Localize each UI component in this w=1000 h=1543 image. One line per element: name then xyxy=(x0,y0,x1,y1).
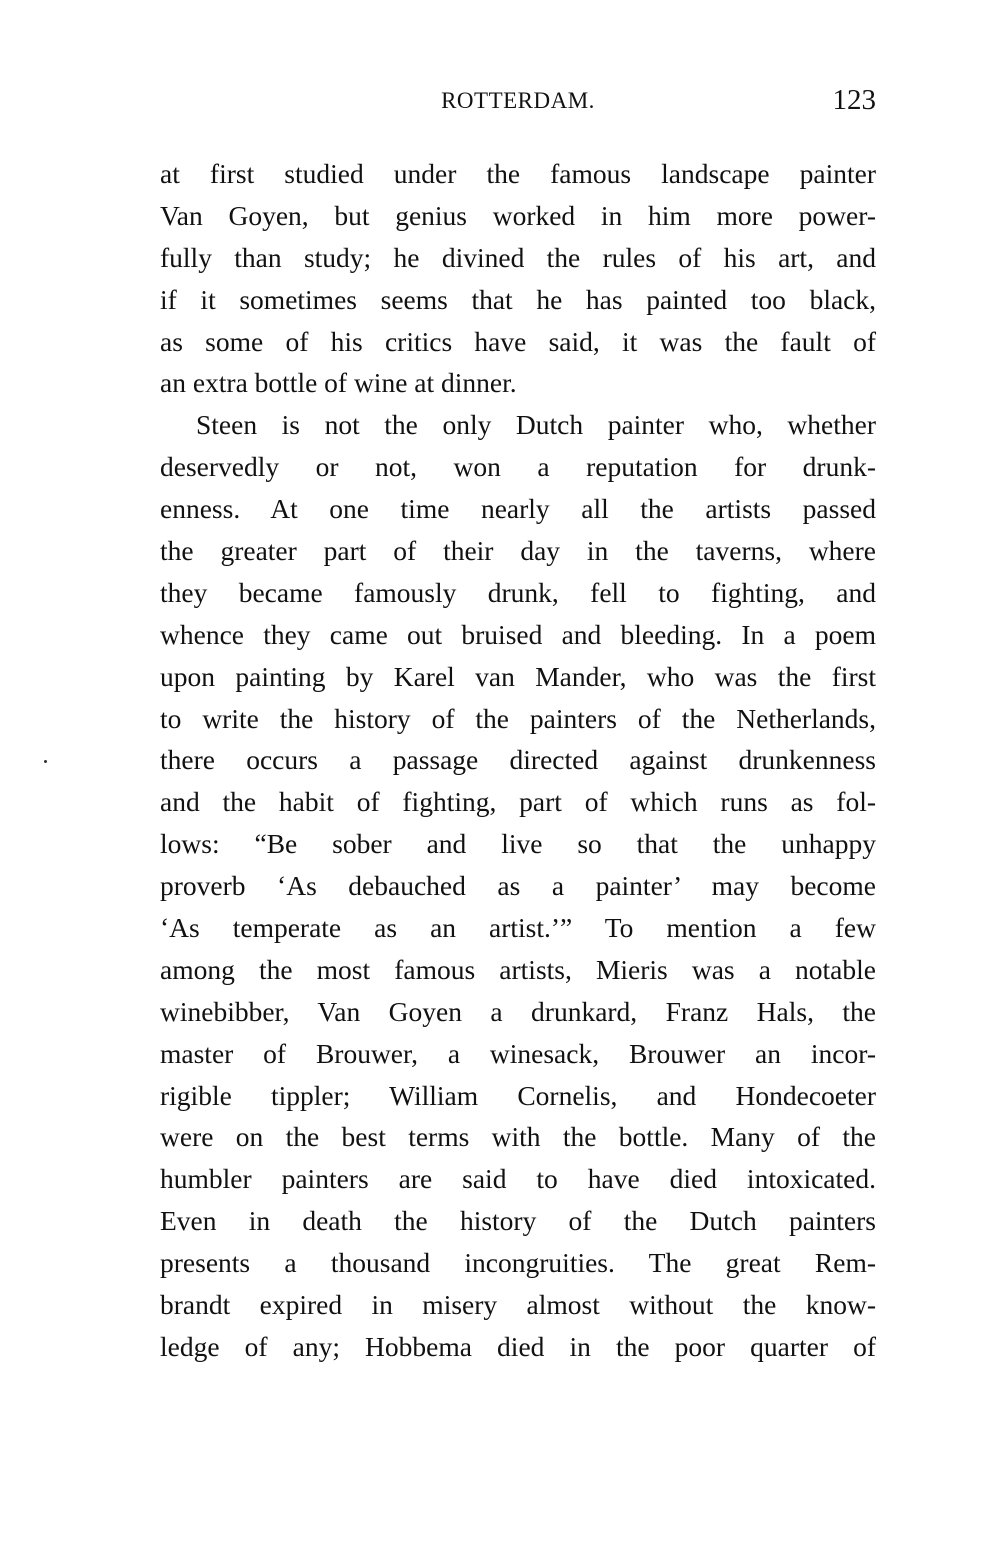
text-line: among the most famous artists, Mieris was a notable xyxy=(160,953,876,985)
paragraph xyxy=(160,404,876,1367)
text-line: proverb ‘As debauched as a painter’ may become xyxy=(160,870,876,902)
scan-speck xyxy=(44,760,47,763)
text-line: whence they came out bruised and bleeding. In a poem xyxy=(160,618,876,650)
paragraph xyxy=(160,153,876,404)
text-line: if it sometimes seems that he has painted too black, xyxy=(160,283,876,315)
text-line: the greater part of their day in the taverns, where xyxy=(160,535,876,567)
running-head xyxy=(160,84,876,120)
text-line: master of Brouwer, a winesack, Brouwer an incor- xyxy=(160,1037,876,1069)
text-line: they became famously drunk, fell to fighting, and xyxy=(160,576,876,608)
text-line: deservedly or not, won a reputation for drunk- xyxy=(160,451,876,483)
text-line: humbler painters are said to have died intoxicated. xyxy=(160,1163,876,1195)
text-line: fully than study; he divined the rules of his art, and xyxy=(160,241,876,273)
text-line: brandt expired in misery almost without the know- xyxy=(160,1289,876,1321)
text-line: at first studied under the famous landscape painter xyxy=(160,158,876,189)
text-line: upon painting by Karel van Mander, who was the first xyxy=(160,660,876,692)
page-number: 123 xyxy=(832,84,876,116)
text-line: Van Goyen, but genius worked in him more power- xyxy=(160,199,876,231)
text-line: rigible tippler; William Cornelis, and Hondecoeter xyxy=(160,1079,876,1111)
text-line: as some of his critics have said, it was the fault of xyxy=(160,325,876,357)
text-line: were on the best terms with the bottle. Many of the xyxy=(160,1121,876,1153)
text-line: ‘As temperate as an artist.’” To mention a few xyxy=(160,912,876,944)
text-line: to write the history of the painters of the Netherlands, xyxy=(160,702,876,734)
text-line: Steen is not the only Dutch painter who, whether xyxy=(196,409,876,441)
text-line: and the habit of fighting, part of which runs as fol- xyxy=(160,786,876,818)
text-line: there occurs a passage directed against drunkenness xyxy=(160,744,876,776)
text-line: lows: “Be sober and live so that the unhappy xyxy=(160,828,876,860)
body-text xyxy=(160,153,876,1368)
text-line: winebibber, Van Goyen a drunkard, Franz Hals, the xyxy=(160,995,876,1027)
text-line: enness. At one time nearly all the artists passed xyxy=(160,493,876,525)
running-title: ROTTERDAM. xyxy=(441,88,595,113)
text-line: Even in death the history of the Dutch painters xyxy=(160,1205,876,1237)
text-line: an extra bottle of wine at dinner. xyxy=(160,367,517,399)
text-line: presents a thousand incongruities. The great Rem- xyxy=(160,1247,876,1279)
text-line: ledge of any; Hobbema died in the poor quarter of xyxy=(160,1330,876,1362)
